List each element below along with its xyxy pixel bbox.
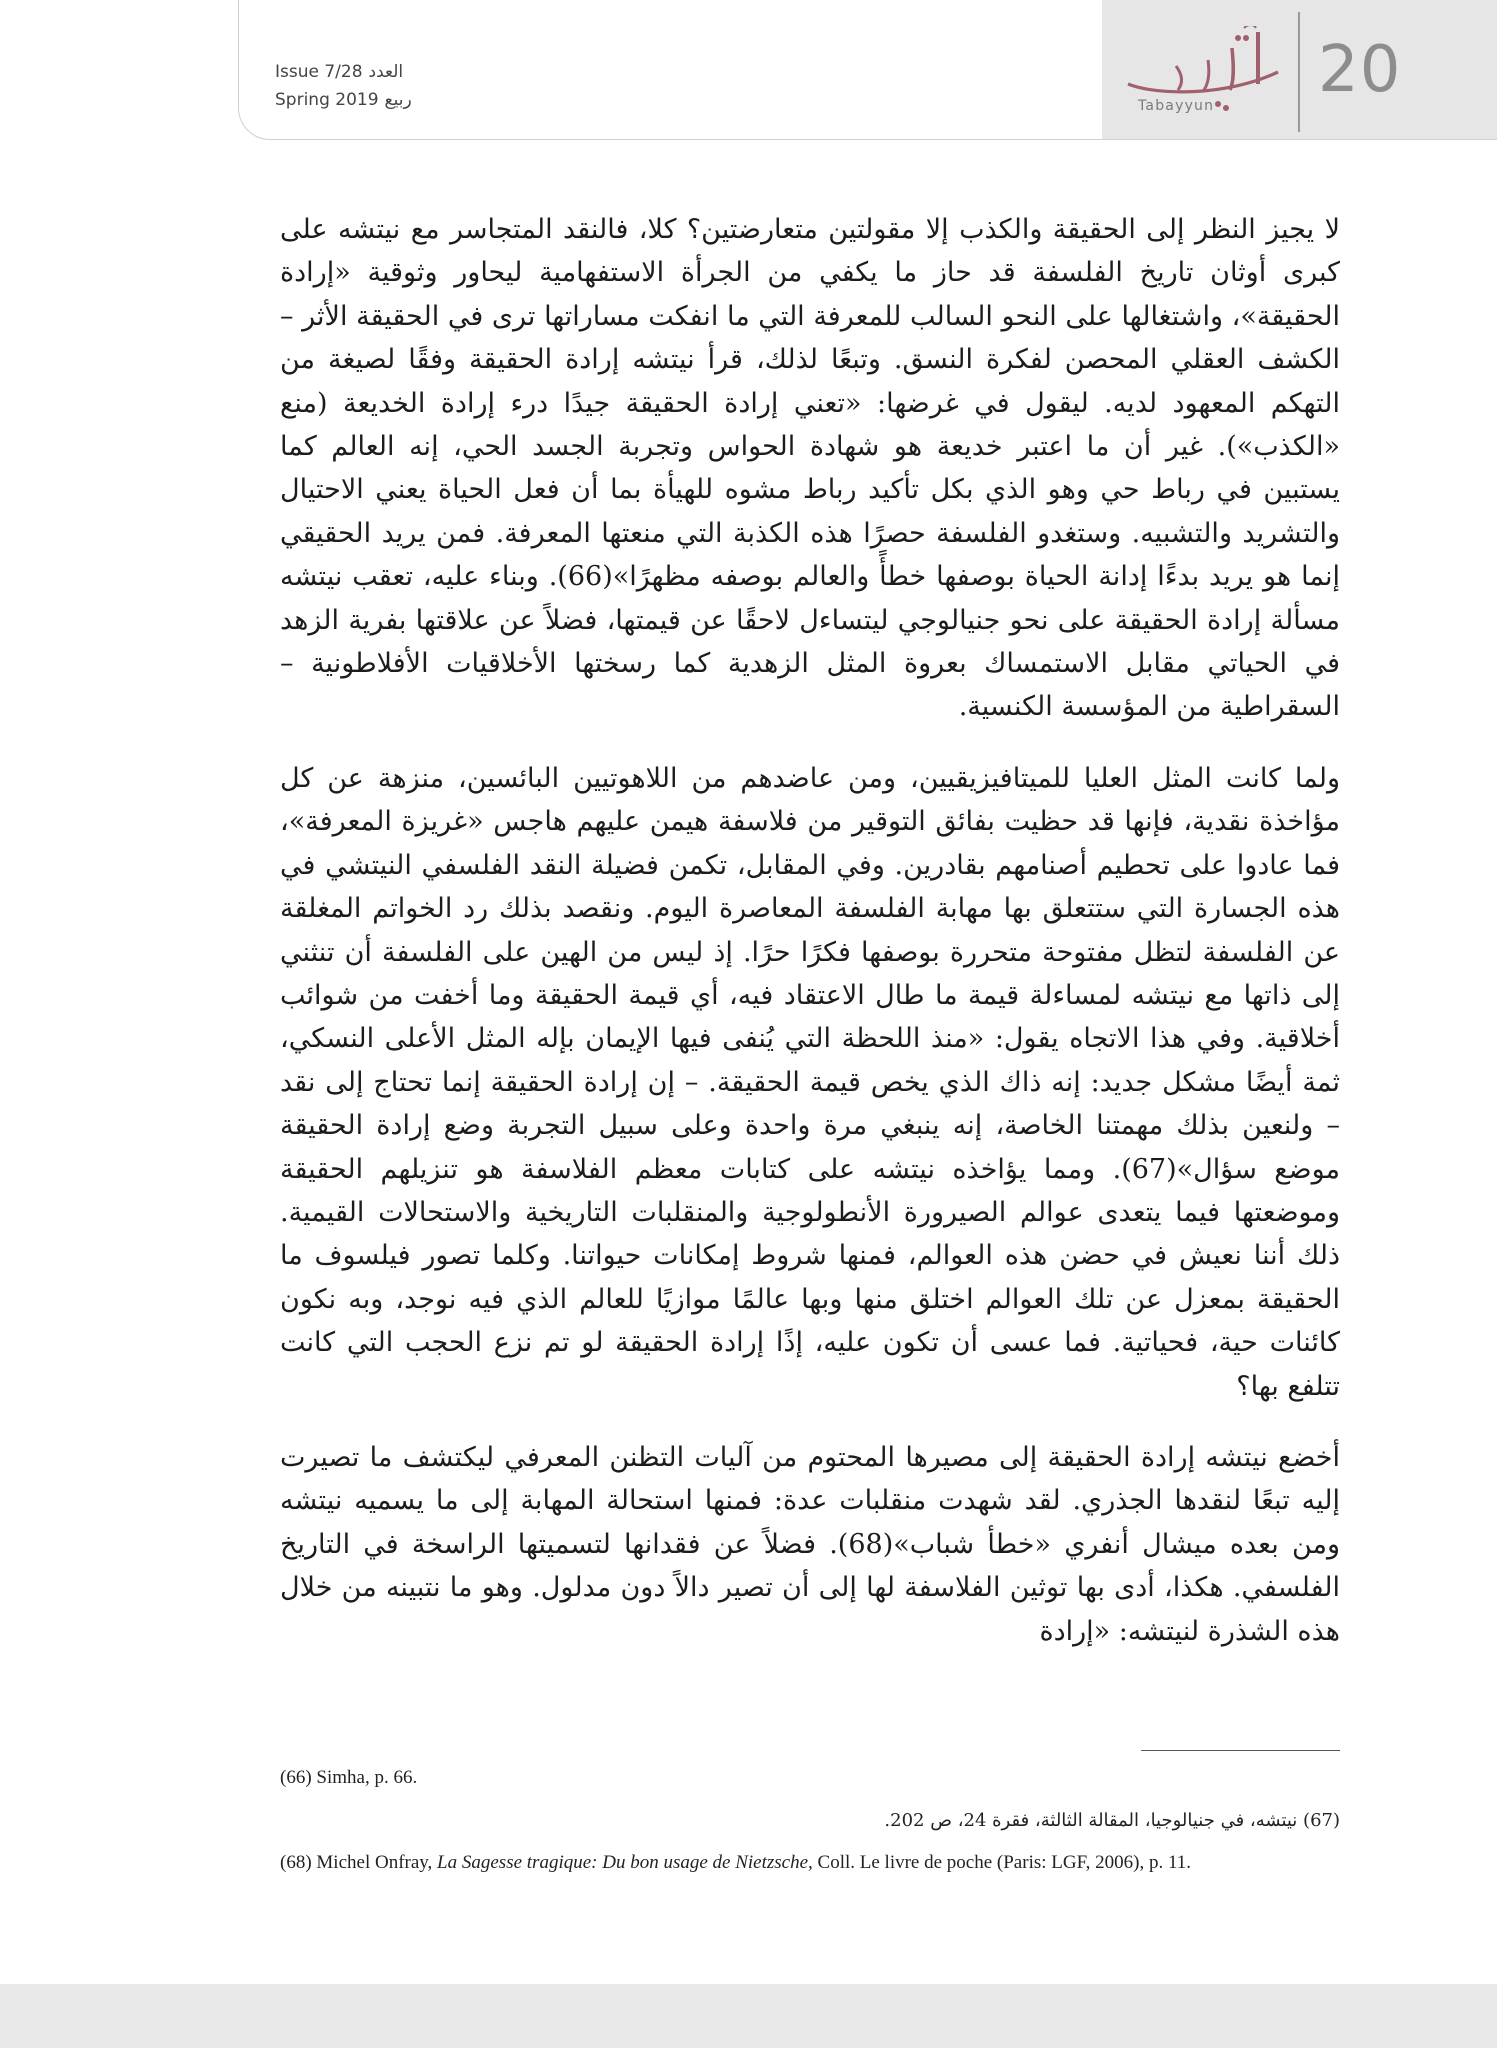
footnote-66: (66) Simha, p. 66.: [280, 1767, 418, 1788]
journal-logo: [1118, 26, 1290, 130]
footnote-68-publication: Coll. Le livre de poche (Paris: LGF, 2006), p. 11.: [812, 1852, 1192, 1873]
footnote-68: [280, 1852, 1191, 1874]
article-body: [280, 208, 1340, 1653]
paragraph-3: أخضع نيتشه إرادة الحقيقة إلى مصيرها المحتوم من آليات التظنن المعرفي ليكتشف ما تصيرت إليه تبعًا لنقدها الجذري. لقد شهدت منقلبات عدة: فمنها استحالة المهابة إلى ما يسميه نيتشه ومن بعده ميشال أنفري «خطأ شباب»(68). فضلاً عن فقدانها لتسميتها الراسخة في التاريخ الفلسفي. هكذا، أدى بها توثين الفلاسفة لها إلى أن تصير دالاً دون مدلول. وهو ما نتبينه من خلال هذه الشذرة لنيتشه: «إرادة: [280, 1441, 1340, 1647]
page-number: 20: [1318, 33, 1402, 107]
paragraph-2: ولما كانت المثل العليا للميتافيزيقيين، ومن عاضدهم من اللاهوتيين البائسين، منزهة عن كل مؤاخذة نقدية، فإنها قد حظيت بفائق التوقير من فلاسفة هيمن عليهم هاجس «غريزة المعرفة»، فما عادوا على تحطيم أصنامهم بقادرين. وفي المقابل، تكمن فضيلة النقد الفلسفي النيتشي في هذه الجسارة التي ستتعلق بها مهابة الفلسفة المعاصرة اليوم. ونقصد بذلك رد الخواتم المغلقة عن الفلسفة لتظل مفتوحة متحررة بوصفها فكرًا حرًا. إذ ليس من الهين على الفلسفة أن تنثني إلى ذاتها مع نيتشه لمساءلة قيمة ما طال الاعتقاد فيه، أي قيمة الحقيقة وما أخفت من شوائب أخلاقية. وفي هذا الاتجاه يقول: «منذ اللحظة التي يُنفى فيها الإيمان بإله المثل الأعلى النسكي، ثمة أيضًا مشكل جديد: إنه ذاك الذي يخص قيمة الحقيقة. – إن إرادة الحقيقة إنما تحتاج إلى نقد – ولنعين بذلك مهمتنا الخاصة، إنه ينبغي مرة واحدة وعلى سبيل التجربة وضع إرادة الحقيقة موضع سؤال»(67). ومما يؤاخذه نيتشه على كتابات معظم الفلاسفة هو تنزيلهم الحقيقة وموضعتها فيما يتعدى عوالم الصيرورة الأنطولوجية والمنقلبات التاريخية والاستحالات القيمية. ذلك أننا نعيش في حضن هذه العوالم، فمنها شروط إمكانات حيواتنا. وكلما تصور فيلسوف ما الحقيقة بمعزل عن تلك العوالم اختلق منها وبها عالمًا موازيًا للعالم الذي فيه نوجد، وبه نكون كائنات حية، فحياتية. فما عسى أن تكون عليه، إذًا إرادة الحقيقة لو تم نزع الحجب التي كانت تتلفع بها؟: [280, 762, 1340, 1402]
paragraph-1: لا يجيز النظر إلى الحقيقة والكذب إلا مقولتين متعارضتين؟ كلا، فالنقد المتجاسر مع نيتشه على كبرى أوثان تاريخ الفلسفة قد حاز ما يكفي من الجرأة الاستفهامية ليحاور وثوقية «إرادة الحقيقة»، واشتغالها على النحو السالب للمعرفة التي ما انفكت مساراتها ترى في الحقيقة الأثر – الكشف العقلي المحصن لفكرة النسق. وتبعًا لذلك، قرأ نيتشه إرادة الحقيقة وفقًا لصيغة من التهكم المعهود لديه. ليقول في غرضها: «تعني إرادة الحقيقة جيدًا درء إرادة الخديعة (منع «الكذب»). غير أن ما اعتبر خديعة هو شهادة الحواس وتجربة الجسد الحي، إنه العالم كما يستبين في رباط حي وهو الذي بكل تأكيد رباط مشوه للهيأة بما أن فعل الحياة يعني الاحتيال والتشريد والتشبيه. وستغدو الفلسفة حصرًا هذه الكذبة التي منعتها المعرفة. فمن يريد الحقيقي إنما هو يريد بدءًا إدانة الحياة بوصفها خطأً والعالم بوصفه مظهرًا»(66). وبناء عليه، تعقب نيتشه مسألة إرادة الحقيقة على نحو جنيالوجي ليتساءل لاحقًا عن قيمتها، فضلاً عن علاقتها بفرية الزهد في الحياتي مقابل الاستمساك بعروة المثل الزهدية كما رسختها الأخلاقيات الأفلاطونية – السقراطية من المؤسسة الكنسية.: [280, 214, 1340, 723]
footnote-68-title: La Sagesse tragique: Du bon usage de Nietzsche,: [437, 1852, 813, 1873]
issue-line: [275, 58, 418, 86]
issue-label-ar: العدد: [368, 62, 404, 82]
header-divider: [1298, 12, 1300, 132]
logo-latin-text: Tabayyun: [1138, 98, 1215, 114]
footnote-67: (67) نيتشه، في جنيالوجيا، المقالة الثالثة، فقرة 24، ص 202.: [884, 1810, 1340, 1831]
issue-number: Issue 7/28: [275, 62, 363, 82]
issue-info: [275, 58, 418, 114]
season: Spring 2019: [275, 90, 379, 110]
page-bottom-band: [0, 1984, 1497, 2048]
season-label-ar: ربيع: [384, 90, 412, 110]
season-line: [275, 86, 418, 114]
tabayyun-logo-icon: [1118, 26, 1290, 130]
footnote-68-author: (68) Michel Onfray,: [280, 1852, 438, 1873]
footnote-rule: [1141, 1750, 1340, 1751]
